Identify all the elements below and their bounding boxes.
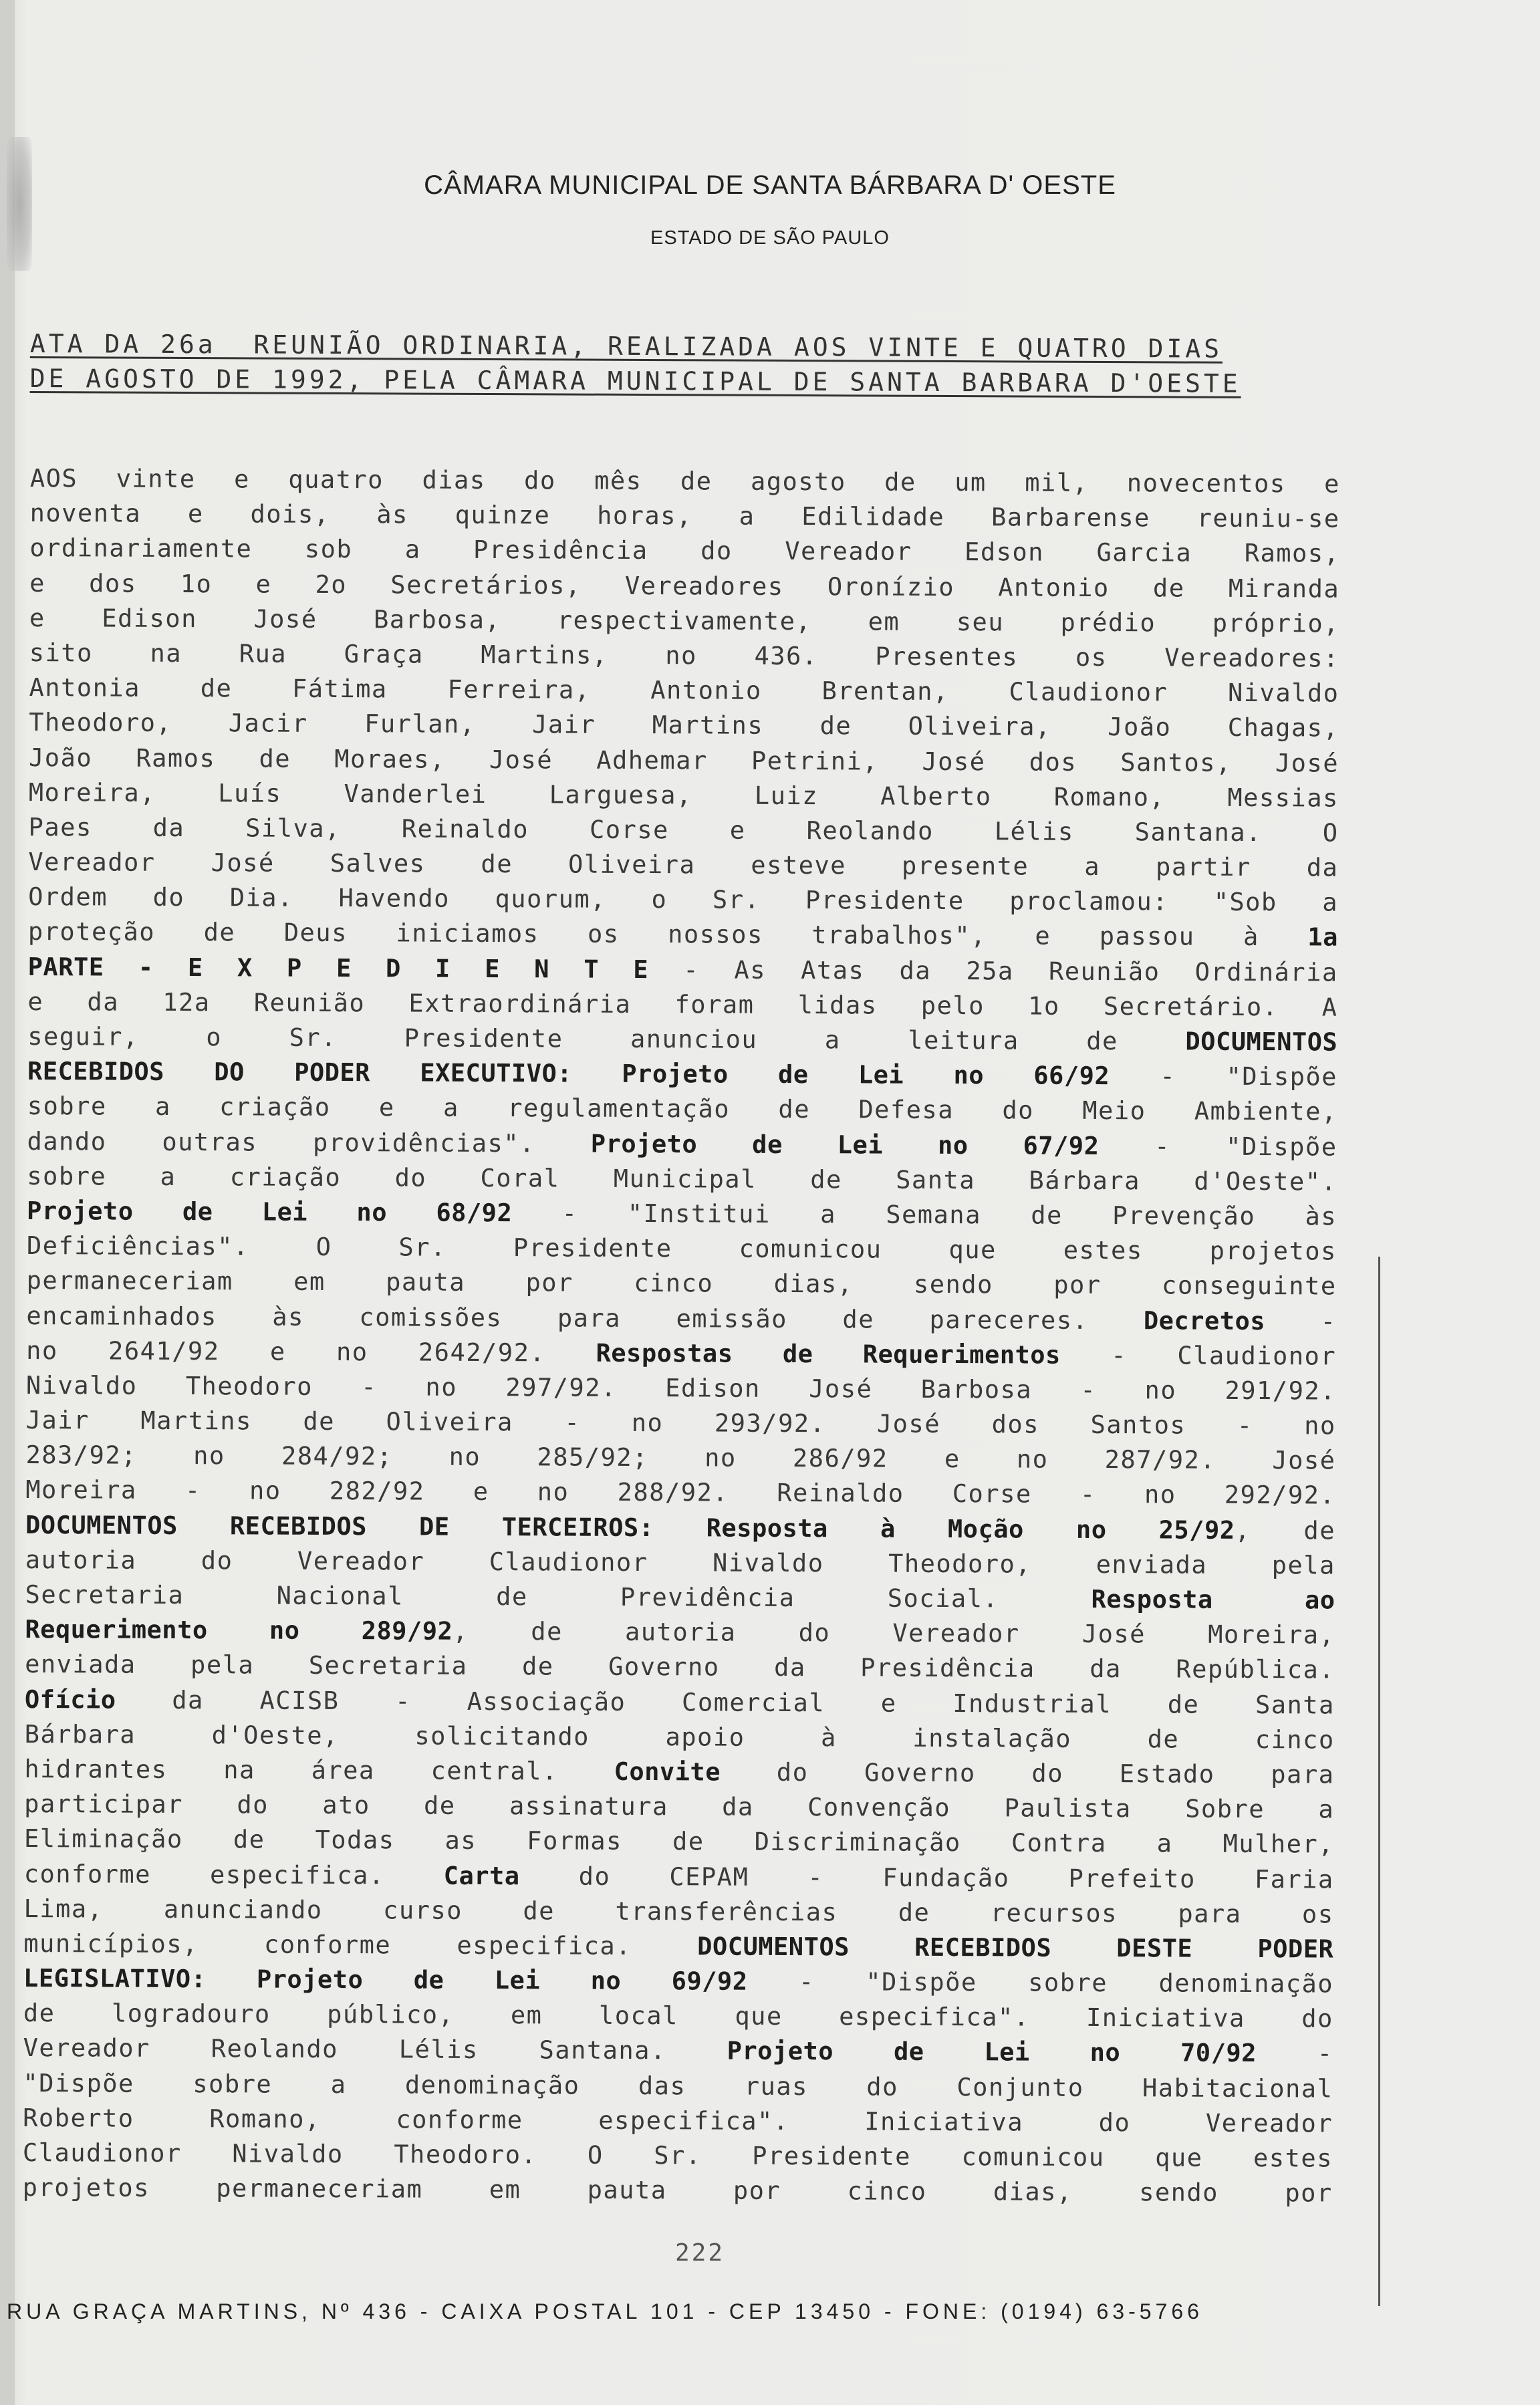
body-text: AOS vinte e quatro dias do mês de agosto de um mil, novecentos e <box>29 463 1340 499</box>
body-bold-text: LEGISLATIVO: Projeto de Lei no 69/92 <box>23 1964 748 1996</box>
body-text: dando outras providências". <box>27 1126 591 1158</box>
body-line <box>25 1577 1335 1618</box>
body-line <box>27 1194 1337 1235</box>
page-number: 222 <box>675 2239 725 2267</box>
body-line <box>23 1926 1333 1967</box>
body-line <box>23 1996 1333 2037</box>
scan-edge <box>0 0 15 2405</box>
body-bold-text: Ofício <box>24 1684 116 1715</box>
body-line <box>29 601 1339 642</box>
body-text: participar do ato de assinatura da Convenção Paulista Sobre a <box>24 1789 1335 1824</box>
body-text: noventa e dois, às quinze horas, a Edilidade Barbarense reuniu-se <box>29 499 1340 533</box>
body-text: - As Atas da 25a Reunião Ordinária <box>648 955 1338 987</box>
body-line <box>29 636 1339 676</box>
state-name: ESTADO DE SÃO PAULO <box>650 227 890 249</box>
body-bold-text: DOCUMENTOS RECEBIDOS DESTE PODER <box>697 1932 1334 1964</box>
body-line <box>27 1263 1337 1304</box>
body-text: enviada pela Secretaria de Governo da Presidência da República. <box>25 1650 1335 1684</box>
title-line-2: DE AGOSTO DE 1992, PELA CÂMARA MUNICIPAL DE SANTA BARBARA D'OESTE <box>29 363 1241 398</box>
body-text: permaneceriam em pauta por cinco dias, sendo por conseguinte <box>26 1266 1337 1301</box>
minutes-body <box>23 461 1340 2211</box>
body-text: projetos permaneceriam em pauta por cinco dias, sendo por <box>22 2173 1333 2208</box>
body-text: 283/92; no 284/92; no 285/92; no 286/92 e no 287/92. José <box>25 1440 1336 1475</box>
body-bold-text: Projeto de Lei no 68/92 <box>27 1196 513 1228</box>
body-text: Deficiências". O Sr. Presidente comunicou que estes projetos <box>26 1231 1337 1266</box>
body-text: - Claudionor <box>1060 1340 1337 1371</box>
body-line <box>25 1717 1335 1758</box>
body-text: Claudionor Nivaldo Theodoro. O Sr. Presidente comunicou que estes <box>22 2138 1333 2173</box>
body-line <box>28 950 1338 991</box>
body-text: , de <box>1235 1515 1336 1545</box>
body-bold-text: Projeto de Lei no 67/92 <box>590 1129 1100 1160</box>
body-text: encaminhados às comissões para emissão de pareceres. <box>26 1301 1144 1335</box>
body-line <box>27 1019 1337 1060</box>
body-line <box>26 1334 1336 1374</box>
body-text: sobre a criação e a regulamentação de Defesa do Meio Ambiente, <box>27 1092 1337 1126</box>
body-text: - "Dispõe sobre denominação <box>747 1967 1334 1999</box>
title-line-1: ATA DA 26a REUNIÃO ORDINARIA, REALIZADA AOS VINTE E QUATRO DIAS <box>29 328 1223 364</box>
body-line <box>30 496 1340 537</box>
body-line <box>23 2031 1333 2071</box>
body-line <box>27 1054 1337 1095</box>
body-bold-text: Decretos <box>1143 1305 1266 1336</box>
body-text: Antonia de Fátima Ferreira, Antonio Brentan, Claudionor Nivaldo <box>29 673 1339 708</box>
body-line <box>28 845 1338 886</box>
body-line <box>23 2066 1333 2107</box>
body-text: ordinariamente sob a Presidência do Vereador Edson Garcia Ramos, <box>29 533 1340 568</box>
body-line <box>27 985 1337 1025</box>
body-line <box>29 531 1339 572</box>
body-text: Paes da Silva, Reinaldo Corse e Reolando Lélis Santana. O <box>28 812 1339 848</box>
body-line <box>28 810 1338 851</box>
body-text: - "Dispõe <box>1099 1131 1337 1162</box>
body-line <box>23 2101 1333 2142</box>
body-line <box>23 1961 1333 2002</box>
municipal-crest-icon <box>7 137 32 271</box>
body-line <box>26 1298 1336 1339</box>
body-line <box>29 670 1339 711</box>
body-text: Nivaldo Theodoro - no 297/92. Edison José Barbosa - no 291/92. <box>25 1370 1337 1406</box>
body-text: Bárbara d'Oeste, solicitando apoio à instalação de cinco <box>24 1719 1335 1755</box>
body-text: sobre a criação do Coral Municipal de Santa Bárbara d'Oeste". <box>27 1161 1337 1196</box>
body-line <box>30 461 1340 502</box>
body-text: Moreira - no 282/92 e no 288/92. Reinaldo Corse - no 292/92. <box>25 1475 1336 1510</box>
body-text: e Edison José Barbosa, respectivamente, em seu prédio próprio, <box>29 603 1340 638</box>
body-line <box>24 1752 1334 1793</box>
body-text: - <box>1256 2039 1333 2068</box>
body-text: proteção de Deus iniciamos os nossos trabalhos", e passou à <box>27 917 1308 952</box>
body-text: - "Dispõe <box>1110 1061 1338 1092</box>
body-line <box>29 566 1339 607</box>
body-line <box>26 1368 1336 1409</box>
body-line <box>27 1124 1337 1165</box>
minutes-title <box>30 326 1340 402</box>
body-text: conforme especifica. <box>23 1859 444 1890</box>
body-line <box>29 705 1339 746</box>
body-bold-text: Requerimento no 289/92 <box>25 1615 453 1646</box>
body-bold-text: Projeto de Lei no 70/92 <box>727 2037 1257 2068</box>
body-line <box>25 1682 1335 1723</box>
body-line <box>27 1229 1337 1269</box>
body-text: , de autoria do Vereador José Moreira, <box>453 1616 1335 1650</box>
body-line <box>28 880 1338 920</box>
margin-rule <box>1378 1257 1380 2306</box>
body-text: da ACISB - Associação Comercial e Industrial de Santa <box>116 1685 1335 1720</box>
body-text: Vereador José Salves de Oliveira esteve presente a partir da <box>28 848 1339 882</box>
body-text: autoria do Vereador Claudionor Nivaldo Theodoro, enviada pela <box>25 1545 1335 1580</box>
body-text: - <box>1265 1306 1337 1336</box>
body-text: municípios, conforme especifica. <box>23 1928 698 1961</box>
body-line <box>26 1403 1336 1444</box>
body-text: Jair Martins de Oliveira - no 293/92. José dos Santos - no <box>25 1406 1336 1440</box>
body-text: no 2641/92 e no 2642/92. <box>26 1336 596 1368</box>
body-text: João Ramos de Moraes, José Adhemar Petrini, José dos Santos, José <box>28 743 1339 778</box>
body-text: Ordem do Dia. Havendo quorum, o Sr. Presidente proclamou: "Sob a <box>28 882 1339 917</box>
body-text: Eliminação de Todas as Formas de Discriminação Contra a Mulher, <box>23 1824 1335 1859</box>
institution-name: CÂMARA MUNICIPAL DE SANTA BÁRBARA D' OESTE <box>424 170 1116 200</box>
body-bold-text: RECEBIDOS DO PODER EXECUTIVO: Projeto de Lei no 66/92 <box>27 1057 1110 1091</box>
address-footer: RUA GRAÇA MARTINS, Nº 436 - CAIXA POSTAL 101 - CEP 13450 - FONE: (0194) 63-5766 <box>7 2299 1203 2323</box>
body-text: hidrantes na área central. <box>24 1754 614 1786</box>
body-text: sito na Rua Graça Martins, no 436. Presentes os Vereadores: <box>29 638 1339 673</box>
body-bold-text: Resposta ao <box>1091 1584 1335 1615</box>
body-text: Roberto Romano, conforme especifica". Iniciativa do Vereador <box>23 2103 1333 2138</box>
body-line <box>25 1612 1335 1653</box>
body-text: Theodoro, Jacir Furlan, Jair Martins de Oliveira, João Chagas, <box>29 708 1339 743</box>
body-bold-text: PARTE - E X P E D I E N T E <box>27 952 649 984</box>
body-line <box>27 1159 1337 1200</box>
body-text: seguir, o Sr. Presidente anunciou a leitura de <box>27 1021 1186 1056</box>
body-text: Vereador Reolando Lélis Santana. <box>23 2033 727 2066</box>
body-bold-text: DOCUMENTOS RECEBIDOS DE TERCEIROS: Resposta à Moção no 25/92 <box>25 1510 1235 1545</box>
body-text: "Dispõe sobre a denominação das ruas do Conjunto Habitacional <box>23 2068 1333 2104</box>
body-line <box>25 1647 1335 1688</box>
body-text: Lima, anunciando curso de transferências de recursos para os <box>23 1894 1334 1929</box>
body-line <box>28 914 1338 955</box>
body-text: e da 12a Reunião Extraordinária foram lidas pelo 1o Secretário. A <box>27 987 1338 1022</box>
body-line <box>25 1438 1335 1479</box>
body-line <box>24 1787 1334 1827</box>
body-bold-text: Respostas de Requerimentos <box>596 1338 1061 1370</box>
body-line <box>24 1856 1334 1897</box>
body-text: Moreira, Luís Vanderlei Larguesa, Luiz Alberto Romano, Messias <box>28 777 1339 813</box>
body-bold-text: DOCUMENTOS <box>1185 1027 1338 1057</box>
body-line <box>29 740 1339 781</box>
body-text: e dos 1o e 2o Secretários, Vereadores Oronízio Antonio de Miranda <box>29 568 1340 604</box>
body-line <box>29 775 1339 816</box>
body-text: de logradouro público, em local que especifica". Iniciativa do <box>23 1999 1333 2033</box>
body-line <box>25 1473 1335 1513</box>
body-bold-text: Convite <box>614 1757 721 1787</box>
body-line <box>23 2170 1333 2211</box>
body-text: - "Institui a Semana de Prevenção às <box>512 1198 1337 1231</box>
body-line <box>25 1543 1335 1584</box>
body-text: Secretaria Nacional de Previdência Social. <box>25 1579 1092 1614</box>
body-text: do Governo do Estado para <box>720 1757 1335 1789</box>
body-bold-text: 1a <box>1307 922 1339 952</box>
body-line <box>27 1089 1337 1130</box>
body-line <box>23 1892 1333 1932</box>
body-line <box>23 2136 1333 2176</box>
body-bold-text: Carta <box>443 1861 520 1890</box>
body-line <box>24 1821 1334 1862</box>
body-line <box>25 1508 1335 1549</box>
body-text: do CEPAM - Fundação Prefeito Faria <box>519 1861 1334 1894</box>
